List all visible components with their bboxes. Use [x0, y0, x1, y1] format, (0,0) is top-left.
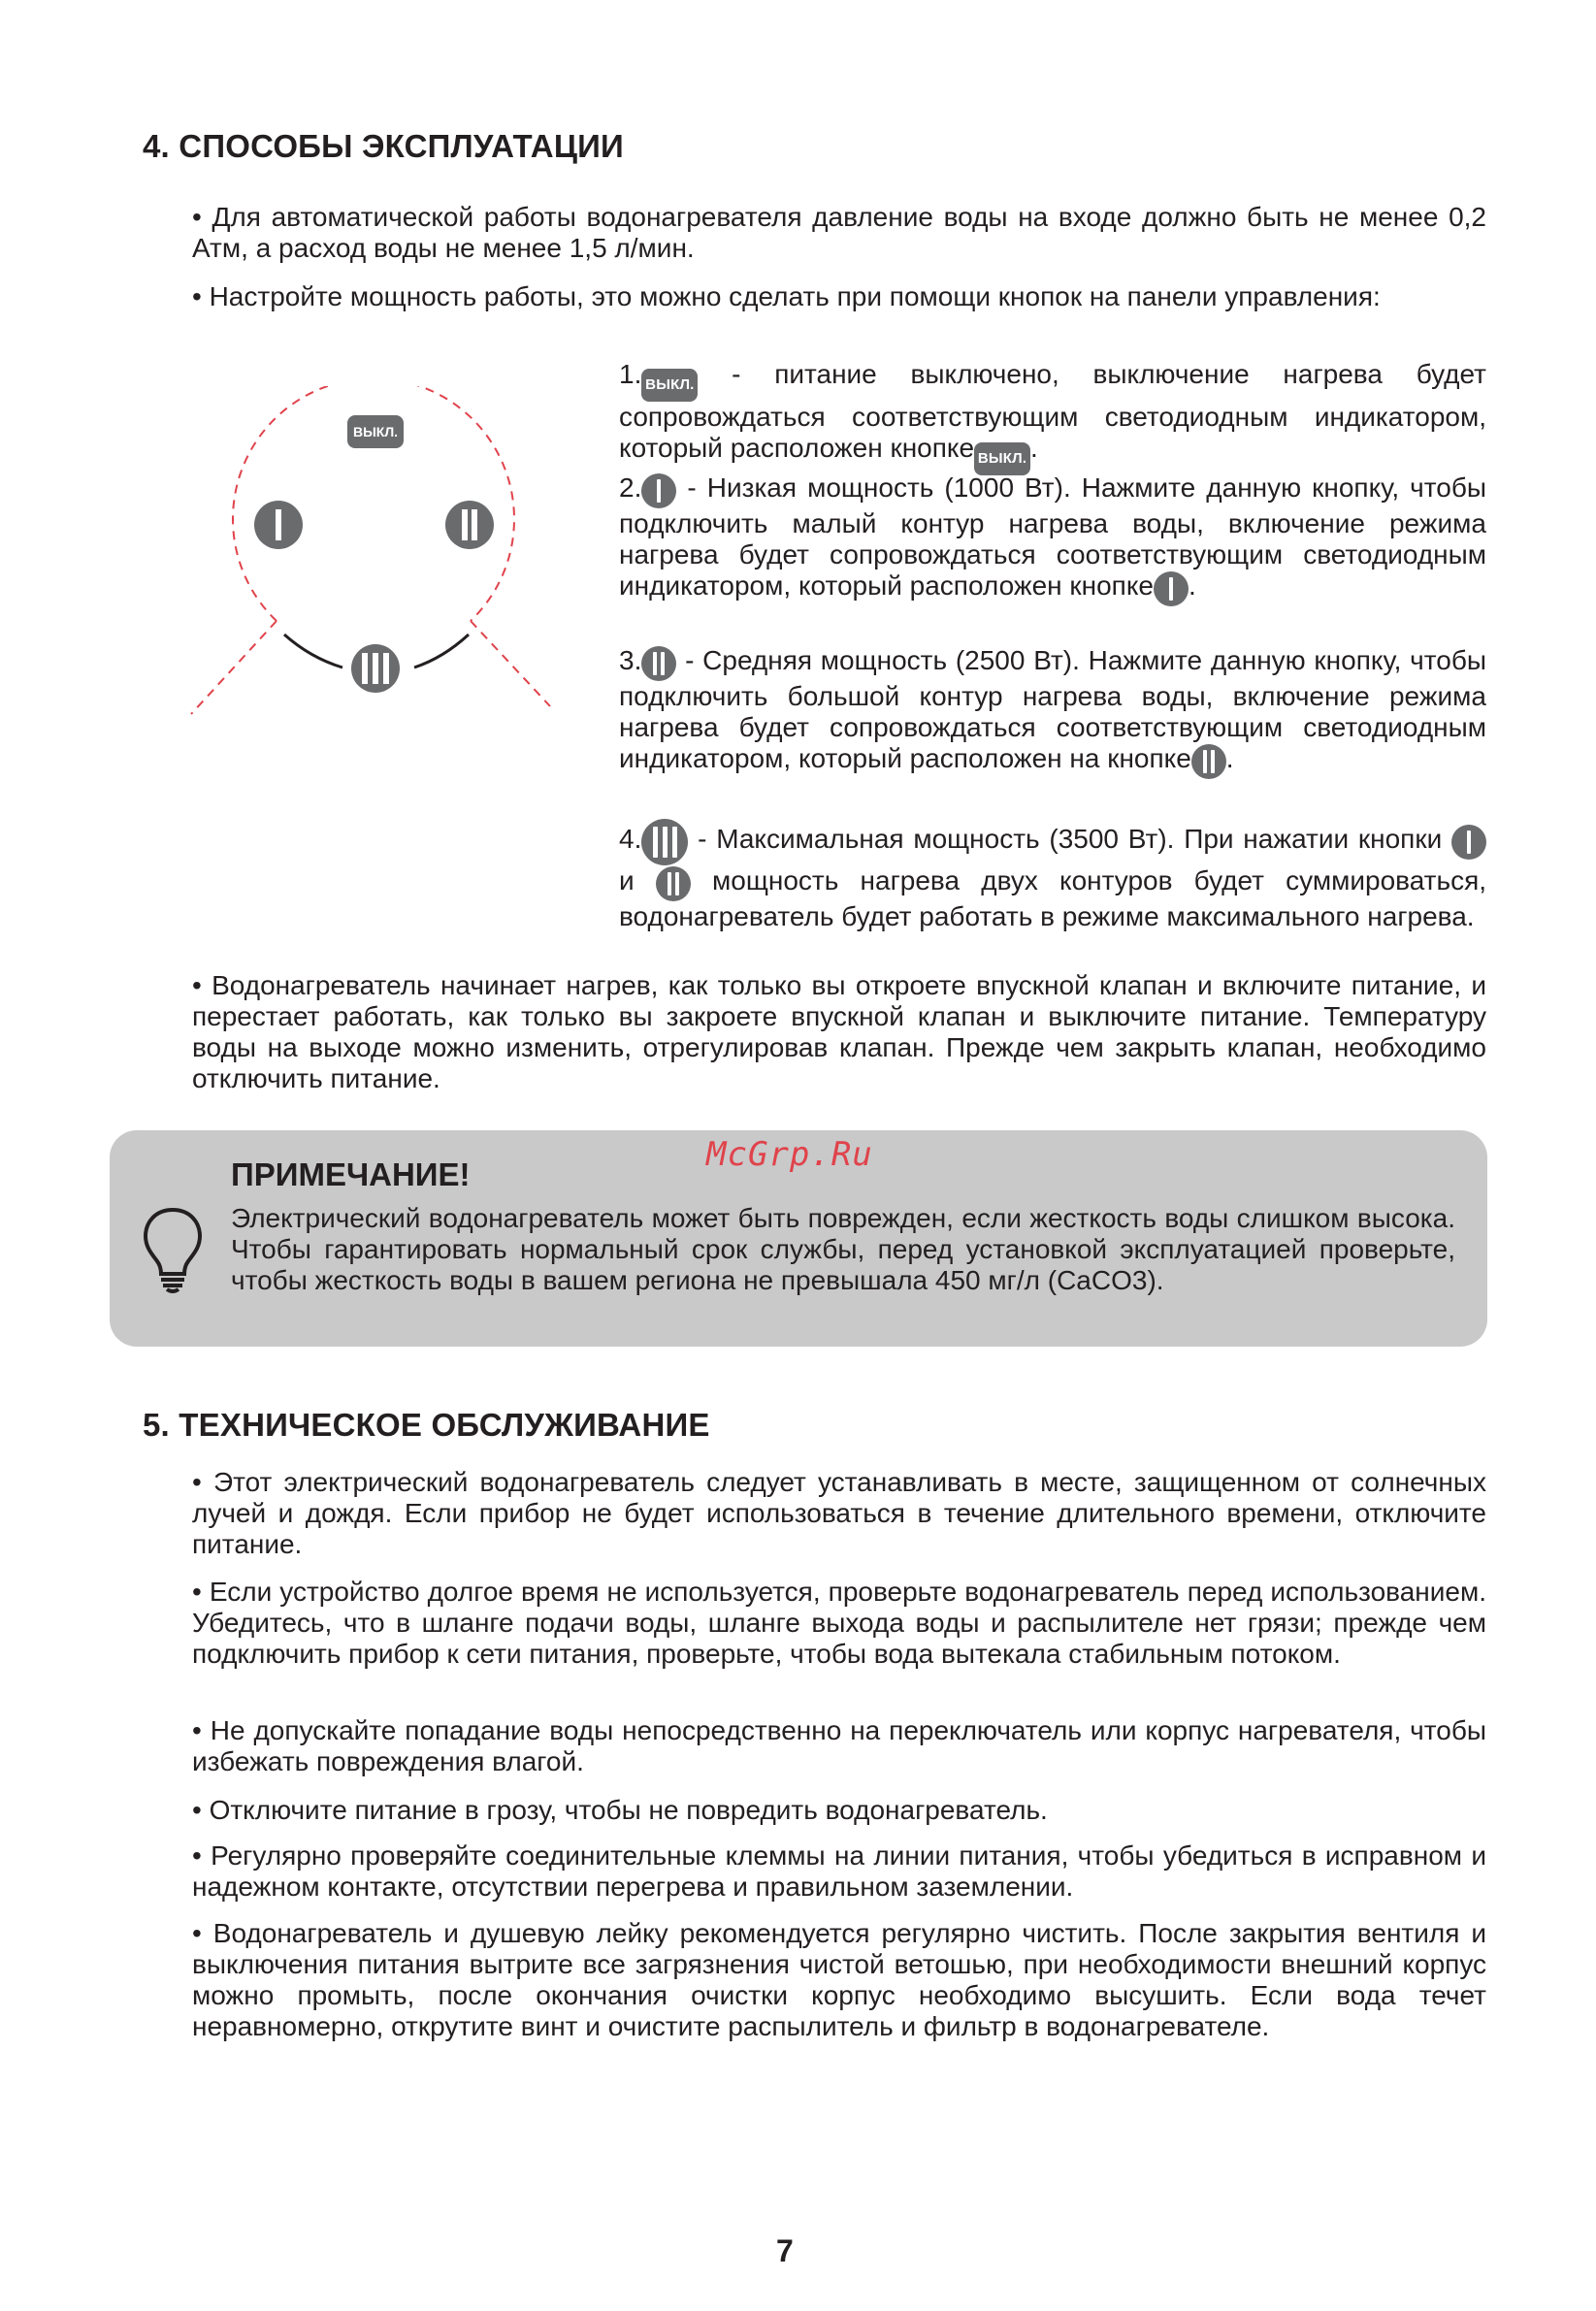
dashed-line-left	[191, 621, 277, 714]
step-4-number: 4.	[619, 824, 642, 854]
panel-arc-left	[284, 635, 342, 667]
section-5-bullet-1: • Этот электрический водонагреватель следует устанавливать в месте, защищенном от солнечных лучей и дождя. Если прибор не будет использоваться в течение длительного времени, отключите питание.	[192, 1467, 1486, 1559]
section-5-bullet-5: • Регулярно проверяйте соединительные клеммы на линии питания, чтобы убедиться в исправном и надежном контакте, отсутствии перегрева и правильном заземлении.	[192, 1840, 1486, 1902]
section-5-title: 5. ТЕХНИЧЕСКОЕ ОБСЛУЖИВАНИЕ	[143, 1407, 710, 1443]
step-1-text: - питание выключено, выключение нагрева будет сопровождаться соответствующим светодиодным индикатором, который расположен кнопке	[619, 359, 1486, 463]
step-4-and: и	[619, 865, 656, 895]
power-1-button-diagram	[254, 501, 303, 549]
step-3-end: .	[1225, 743, 1234, 773]
power-1-button-icon	[1451, 825, 1486, 860]
watermark: McGrp.Ru	[706, 1135, 873, 1174]
section-4-title: 4. СПОСОБЫ ЭКСПЛУАТАЦИИ	[143, 128, 624, 164]
section-4-bullet-3: • Водонагреватель начинает нагрев, как только вы откроете впускной клапан и включите питание, и перестает работать, как только вы закроете впускной клапан и выключите питание. Температуру воды на выходе можно изменить, отрегулировав клапан. Прежде чем закрыть клапан, необходимо отключить питание.	[192, 970, 1486, 1093]
step-2-number: 2.	[619, 472, 642, 503]
step-4	[619, 819, 1486, 932]
power-1-button-icon	[641, 473, 676, 508]
off-button-diagram-label: ВЫКЛ.	[352, 424, 399, 439]
step-4-end: мощность нагрева двух контуров будет суммироваться, водонагреватель будет работать в режиме максимального нагрева.	[619, 865, 1487, 931]
control-panel-diagram	[189, 386, 558, 716]
power-2-button-diagram	[445, 501, 494, 549]
step-4-text: - Максимальная мощность (3500 Вт). При нажатии кнопки	[688, 824, 1443, 854]
section-5-bullet-4: • Отключите питание в грозу, чтобы не повредить водонагреватель.	[192, 1795, 1048, 1825]
section-4-bullet-2: • Настройте мощность работы, это можно сделать при помощи кнопок на панели управления:	[192, 281, 1381, 311]
step-2	[619, 472, 1486, 606]
step-1-end: .	[1030, 433, 1038, 463]
power-1-button-icon	[1154, 571, 1189, 606]
step-1-number: 1.	[619, 359, 642, 389]
dashed-line-right	[471, 621, 550, 706]
step-3-text: - Средняя мощность (2500 Вт). Нажмите данную кнопку, чтобы подключить большой контур нагрева воды, включение режима нагрева будет сопровождаться соответствующим светодиодным индикатором, который расположен на кнопке	[619, 645, 1486, 773]
power-2-button-icon	[656, 866, 691, 901]
panel-arc-right	[414, 635, 469, 667]
step-2-text: - Низкая мощность (1000 Вт). Нажмите данную кнопку, чтобы подключить малый контур нагрева воды, включение режима нагрева будет сопровождаться соответствующим светодиодным индикатором, который расположен кнопке	[619, 472, 1486, 601]
off-button-icon: ВЫКЛ.	[974, 442, 1030, 475]
section-5-bullet-2: • Если устройство долгое время не используется, проверьте водонагреватель перед использованием. Убедитесь, что в шланге подачи воды, шланге выхода воды и распылителе нет грязи; прежде чем подключить прибор к сети питания, проверьте, чтобы вода вытекала стабильным потоком.	[192, 1577, 1486, 1669]
section-5-bullet-6: • Водонагреватель и душевую лейку рекомендуется регулярно чистить. После закрытия вентиля и выключения питания вытрите все загрязнения чистой ветошью, при необходимости внешний корпус можно промыть, после окончания очистки корпус необходимо высушить. Если вода течет неравномерно, открутите винт и очистите распылитель и фильтр в водонагревателе.	[192, 1918, 1486, 2041]
page-number: 7	[776, 2233, 794, 2268]
power-3-button-diagram	[351, 644, 400, 693]
step-3	[619, 645, 1486, 779]
step-2-end: .	[1188, 570, 1196, 601]
step-3-number: 3.	[619, 645, 642, 675]
off-button-diagram	[347, 415, 404, 448]
section-4-bullet-1: • Для автоматической работы водонагревателя давление воды на входе должно быть не менее 0,2 Атм, а расход воды не менее 1,5 л/мин.	[192, 202, 1486, 263]
power-2-button-icon	[1191, 744, 1226, 779]
section-5-bullet-3: • Не допускайте попадание воды непосредственно на переключатель или корпус нагревателя, чтобы избежать повреждения влагой.	[192, 1715, 1486, 1776]
power-2-button-icon	[641, 646, 676, 681]
note-text: Электрический водонагреватель может быть поврежден, если жесткость воды слишком высока. Чтобы гарантировать нормальный срок службы, перед установкой эксплуатацией проверьте, чтобы жесткость воды в вашем региона не превышала 450 мг/л (CaCO3).	[231, 1203, 1455, 1295]
lightbulb-icon	[142, 1206, 204, 1293]
power-3-button-icon	[641, 819, 688, 865]
step-1	[619, 359, 1486, 475]
note-title: ПРИМЕЧАНИЕ!	[231, 1156, 471, 1192]
off-button-icon: ВЫКЛ.	[641, 369, 698, 402]
